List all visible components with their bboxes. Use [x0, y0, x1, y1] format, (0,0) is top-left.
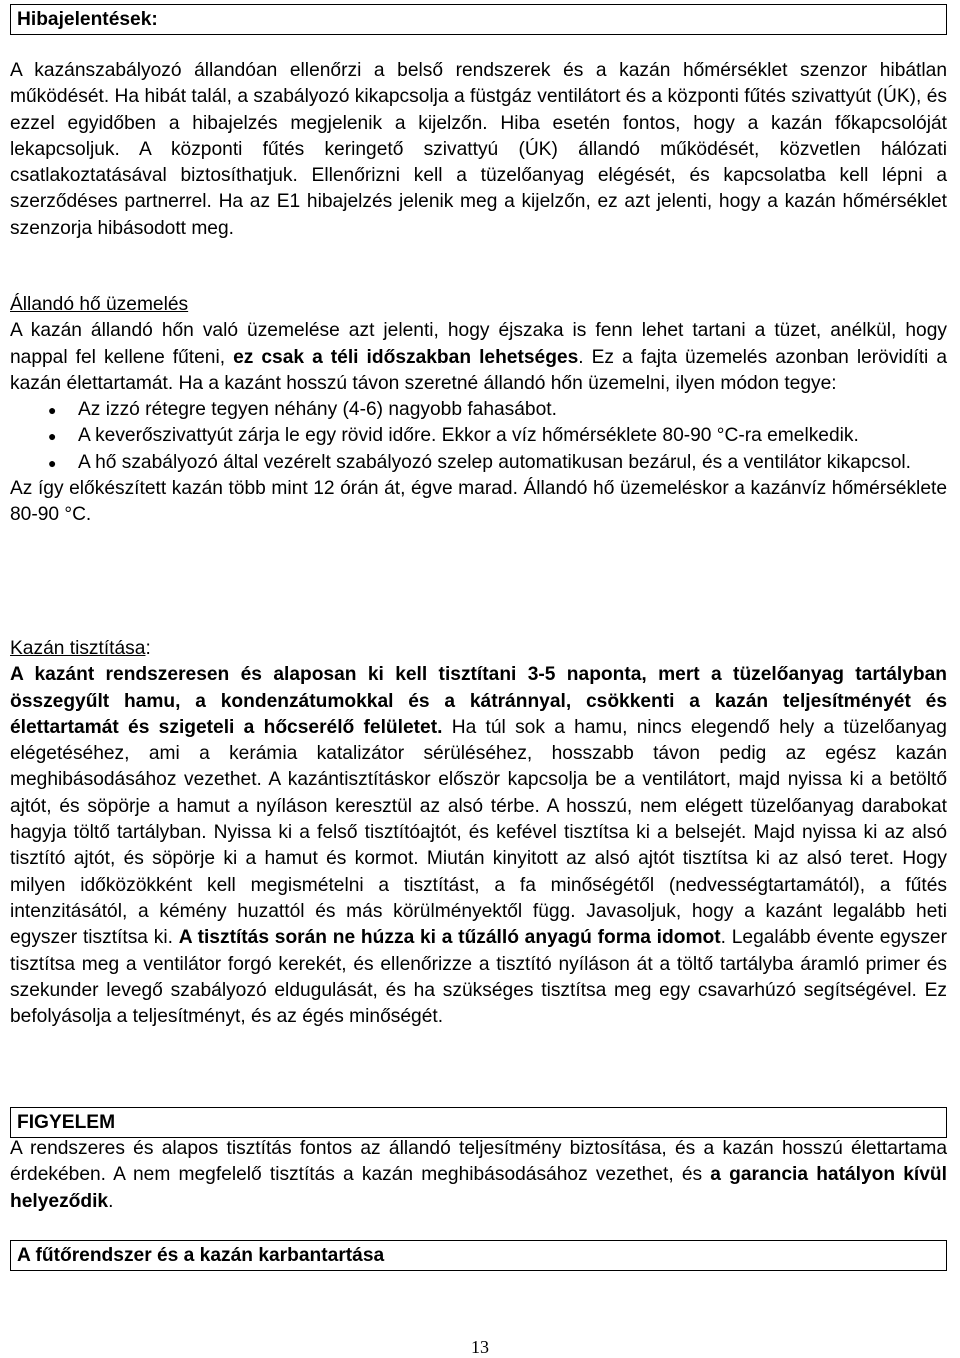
cleaning-section: Kazán tisztítása: A kazánt rendszeresen és alaposan ki kell tisztítani 3-5 naponta, mert a tüzelőanyag tartályban összegyűlt hamu, a kondenzátumokkal és a kátránnyal, csökkenti a kazán teljesítményét és élettartamát és szigeteli a hőcserélő felületet. Ha túl sok a hamu, nincs elegendő hely a tüzelőanyag elégetéséhez, ami a kerámia katalizátor sérüléséhez, hosszabb távon pedig az egész kazán meghibásodásához vezethet. A kazántisztításkor először kapcsolja be a ventilátort, majd nyissa ki a betöltő ajtót, és söpörje a hamut a nyíláson keresztül az alsó térbe. A hosszú, nem elégett tüzelőanyag darabokat hagyja töltő tartályban. Nyissa ki a felső tisztítóajtót, és kefével tisztítsa ki a belsejét. Majd nyissa ki az alsó tisztító ajtót, és söpörje ki a hamut és kormot. Miután kinyitott az alsó ajtót tisztítsa ki az alsó teret. Hogy milyen időközökként kell megismételni a tisztítást, a fa minőségétől (nedvességtartamától), a fűtés intenzitásától, a kémény huzattól és más körülményektől függ. Javasoljuk, hogy a kazánt legalább heti egyszer tisztítsa ki. A tisztítás során ne húzza ki a tűzálló anyagú forma idomot. Legalább évente egyszer tisztítsa meg a ventilátor forgó kerekét, és ellenőrizze a tisztító nyíláson át a töltő tartályba áramló primer és szekunder levegő szabályozó eldugulását, és ha szükséges tisztítsa meg egy csavarhúzó segítségével. Ez befolyásolja a teljesítményt, és az égés minőségét.	[10, 636, 947, 1030]
constant-heat-section	[10, 292, 947, 529]
list-item: ● A hő szabályozó által vezérelt szabályozó szelep automatikusan bezárul, és a ventilátor kikapcsol.	[78, 450, 947, 476]
bold-text-run: a garancia hatályon kívül helyeződik	[10, 1164, 947, 1212]
bullet-icon: ●	[48, 454, 57, 471]
constant-heat-paragraph	[10, 318, 947, 397]
warning-heading: FIGYELEM	[10, 1107, 947, 1138]
constant-heat-after: Az így előkészített kazán több mint 12 órán át, égve marad. Állandó hő üzemeléskor a kazánvíz hőmérséklete 80-90 °C.	[10, 478, 947, 526]
cleaning-title: Kazán tisztítása	[10, 638, 146, 659]
bold-text-run: A kazánt rendszeresen és alaposan ki kell tisztítani 3-5 naponta, mert a tüzelőanyag tartályban összegyűlt hamu, a kondenzátumokkal és a kátránnyal, csökkenti a kazán teljesítményét és élettartamát és szigeteli a hőcserélő felületet.	[10, 664, 947, 738]
text-run: .	[108, 1190, 114, 1212]
text-run: A rendszeres és alapos tisztítás fontos az állandó teljesítmény biztosítása, és a kazán hosszú élettartama érdekében. A nem megfelelő tisztítás a kazán meghibásodásához vezethet, és	[10, 1138, 947, 1186]
constant-heat-list	[10, 397, 947, 476]
text-run: . Legalább évente egyszer tisztítsa meg a ventilátor forgó kerekét, és ellenőrizze a tisztító nyíláson át a töltő tartályba áramló primer és szekunder levegő szabályozó eldugulását, és ha szükséges tisztítsa meg egy csavarhúzó segítségével. Ez befolyásolja a teljesítményt, és az égés minőségét.	[10, 927, 947, 1028]
errors-paragraph	[10, 58, 947, 242]
bold-text-run: A tisztítás során ne húzza ki a tűzálló anyagú forma idomot	[178, 927, 721, 949]
maintenance-heading: A fűtőrendszer és a kazán karbantartása	[10, 1240, 947, 1271]
list-item: ● Az izzó rétegre tegyen néhány (4-6) nagyobb fahasábot.	[78, 397, 947, 423]
text-run: A kazánszabályozó állandóan ellenőrzi a belső rendszerek és a kazán hőmérséklet szenzor hibátlan működését. Ha hibát talál, a szabályozó kikapcsolja a füstgáz ventilátort és a központi fűtés szivattyút (ÚK), és ezzel egyidőben a hibajelzés megjelenik a kijelzőn. Hiba esetén fontos, hogy a kazán főkapcsolóját lekapcsoljuk. A központi fűtés keringető szivattyú (ÚK) állandó működését, közvetlen hálózati csatlakoztatásával biztosíthatjuk. Ellenőrizni kell a tüzelőanyag elégését, és kapcsolatba kell lépni a szerződéses partnerrel. Ha az E1 hibajelzés jelenik meg a kijelzőn, ez azt jelenti, hogy a kazán hőmérséklet szenzorja hibásodott meg.	[10, 60, 947, 239]
bullet-icon: ●	[48, 402, 57, 419]
text-run: Ha túl sok a hamu, nincs elegendő hely a tüzelőanyag elégetéséhez, ami a kerámia katalizátor sérüléséhez, hosszabb távon pedig az egész kazán meghibásodásához vezethet. A kazántisztításkor először kapcsolja be a ventilátort, majd nyissa ki a betöltő ajtót, és söpörje a hamut a nyíláson keresztül az alsó térbe. A hosszú, nem elégett tüzelőanyag darabokat hagyja töltő tartályban. Nyissa ki a felső tisztítóajtót, és kefével tisztítsa ki a belsejét. Majd nyissa ki az alsó tisztító ajtót, és söpörje ki a hamut és kormot. Miután kinyitott az alsó ajtót tisztítsa ki az alsó teret. Hogy milyen időközökként kell megismételni a tisztítást, a fa minőségétől (nedvességtartamától), a fűtés intenzitásától, a kémény huzattól és más körülményektől függ. Javasoljuk, hogy a kazánt legalább heti egyszer tisztítsa ki.	[10, 716, 947, 949]
list-item: ● A keverőszivattyút zárja le egy rövid időre. Ekkor a víz hőmérséklete 80-90 °C-ra emelkedik.	[78, 423, 947, 449]
text-run: . Ez a fajta üzemelés azonban lerövidíti a kazán élettartamát. Ha a kazánt hosszú távon szeretné állandó hőn üzemelni, ilyen módon tegye:	[10, 346, 947, 394]
bullet-icon: ●	[48, 428, 57, 445]
page-number: 13	[471, 1337, 489, 1357]
warning-paragraph	[10, 1136, 947, 1215]
errors-heading: Hibajelentések:	[10, 4, 947, 35]
cleaning-paragraph	[10, 662, 947, 1030]
bold-text-run: ez csak a téli időszakban lehetséges	[233, 346, 579, 368]
text-run: A kazán állandó hőn való üzemelése azt jelenti, hogy éjszaka is fenn lehet tartani a tüzet, anélkül, hogy nappal fel kellene fűteni,	[10, 320, 947, 368]
constant-heat-title: Állandó hő üzemelés	[10, 294, 189, 315]
